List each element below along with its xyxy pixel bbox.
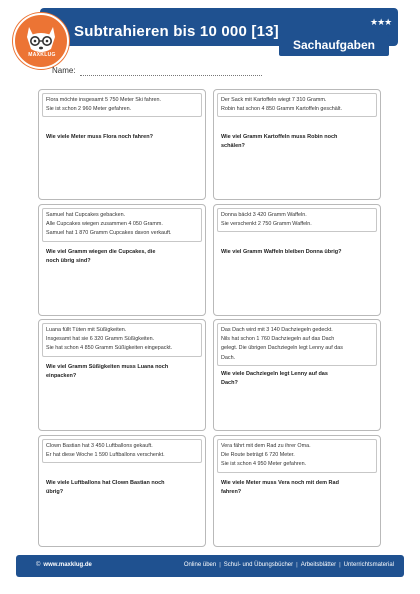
copyright-symbol: © <box>36 562 41 568</box>
statement-line: Das Dach wird mit 3 140 Dachziegeln gedeckt. <box>221 327 333 333</box>
maxklug-logo <box>13 13 69 69</box>
question-line: Wie viel Gramm wiegen die Cupcakes, die <box>46 249 156 255</box>
question-line: übrig? <box>46 489 64 495</box>
task-card <box>213 319 381 431</box>
task-question <box>46 363 198 381</box>
footer-link-books[interactable]: Schul- und Übungsbücher <box>223 562 294 568</box>
statement-line: Sie verschenkt 2 750 Gramm Waffeln. <box>221 221 312 228</box>
statement-line: Donna bäckt 3 420 Gramm Waffeln. <box>221 212 307 218</box>
statement-line: Clown Bastian hat 3 450 Luftballons gekauft. <box>46 443 153 449</box>
task-statement <box>217 93 377 117</box>
question-line: Wie viele Meter muss Flora noch fahren? <box>46 134 153 140</box>
task-card <box>213 435 381 547</box>
question-line: Wie viele Meter muss Vera noch mit dem Rad <box>221 480 339 486</box>
question-line: Wie viel Gramm Kartoffeln muss Robin noch <box>221 134 338 140</box>
statement-line: gelegt. Die übrigen Dachziegeln legt Lenny auf das <box>221 345 343 352</box>
footer-bar <box>16 555 404 577</box>
statement-line: Der Sack mit Kartoffeln wiegt 7 310 Gramm. <box>221 97 327 103</box>
footer-links <box>184 562 394 568</box>
task-statement <box>42 323 202 357</box>
statement-line: Die Route beträgt 6 720 Meter. <box>221 452 295 459</box>
statement-line: Insgesamt hat sie 6 320 Gramm Süßigkeiten. <box>46 336 155 343</box>
statement-line: Vera fährt mit dem Rad zu ihrer Oma. <box>221 443 311 449</box>
question-line: schälen? <box>221 143 245 149</box>
category-badge: Sachaufgaben <box>279 35 389 56</box>
question-line: noch übrig sind? <box>46 258 91 264</box>
statement-line: Sie hat schon 4 850 Gramm Süßigkeiten eingepackt. <box>46 345 173 352</box>
task-card <box>213 89 381 200</box>
task-question <box>46 248 198 266</box>
task-question <box>221 133 373 151</box>
footer-separator: | <box>339 562 341 568</box>
statement-line: Sie ist schon 2 960 Meter gefahren. <box>46 106 132 113</box>
question-line: einpacken? <box>46 373 77 379</box>
task-statement <box>42 93 202 117</box>
task-card <box>38 89 206 200</box>
footer-link-worksheets[interactable]: Arbeitsblätter <box>300 562 337 568</box>
statement-line: Flora möchte insgesamt 5 750 Meter Ski fahren. <box>46 97 162 103</box>
difficulty-stars: ★★★ <box>370 17 392 27</box>
task-statement <box>217 439 377 473</box>
task-card <box>38 204 206 316</box>
task-statement <box>217 208 377 232</box>
site-link[interactable]: www.maxklug.de <box>43 562 92 568</box>
footer-link-material[interactable]: Unterrichtsmaterial <box>343 562 394 568</box>
question-line: fahren? <box>221 489 242 495</box>
fox-icon <box>15 15 67 67</box>
task-question <box>221 248 373 257</box>
name-label: Name: <box>52 66 76 75</box>
statement-line: Luana füllt Tüten mit Süßigkeiten. <box>46 327 127 333</box>
task-card <box>38 319 206 431</box>
footer-separator: | <box>219 562 221 568</box>
statement-line: Nils hat schon 1 760 Dachziegeln auf das Dach <box>221 336 335 343</box>
task-question <box>46 133 198 142</box>
page-title: Subtrahieren bis 10 000 [13] <box>74 23 279 40</box>
copyright <box>36 562 92 568</box>
statement-line: Dach. <box>221 354 236 361</box>
question-line: Wie viele Luftballons hat Clown Bastian noch <box>46 480 165 486</box>
task-statement <box>42 439 202 463</box>
task-statement <box>217 323 377 366</box>
task-question <box>221 479 373 497</box>
statement-line: Alle Cupcakes wiegen zusammen 4 050 Gramm. <box>46 221 163 228</box>
statement-line: Samuel hat 1 870 Gramm Cupcakes davon verkauft. <box>46 230 172 237</box>
footer-link-online[interactable]: Online üben <box>183 562 217 568</box>
question-line: Wie viele Dachziegeln legt Lenny auf das <box>221 371 328 377</box>
question-line: Wie viel Gramm Waffeln bleiben Donna übrig? <box>221 249 342 255</box>
statement-line: Sie ist schon 4 950 Meter gefahren. <box>221 461 307 468</box>
question-line: Dach? <box>221 380 238 386</box>
question-line: Wie viel Gramm Süßigkeiten muss Luana noch <box>46 364 169 370</box>
logo-text: MAXKLUG <box>28 52 56 58</box>
footer-separator: | <box>296 562 298 568</box>
name-line[interactable] <box>80 75 262 76</box>
statement-line: Robin hat schon 4 850 Gramm Kartoffeln geschält. <box>221 106 342 113</box>
task-card <box>38 435 206 547</box>
task-question <box>46 479 198 497</box>
statement-line: Samuel hat Cupcakes gebacken. <box>46 212 126 218</box>
statement-line: Er hat diese Woche 1 590 Luftballons verschenkt. <box>46 452 165 459</box>
task-question <box>221 370 373 388</box>
task-statement <box>42 208 202 242</box>
task-card <box>213 204 381 316</box>
